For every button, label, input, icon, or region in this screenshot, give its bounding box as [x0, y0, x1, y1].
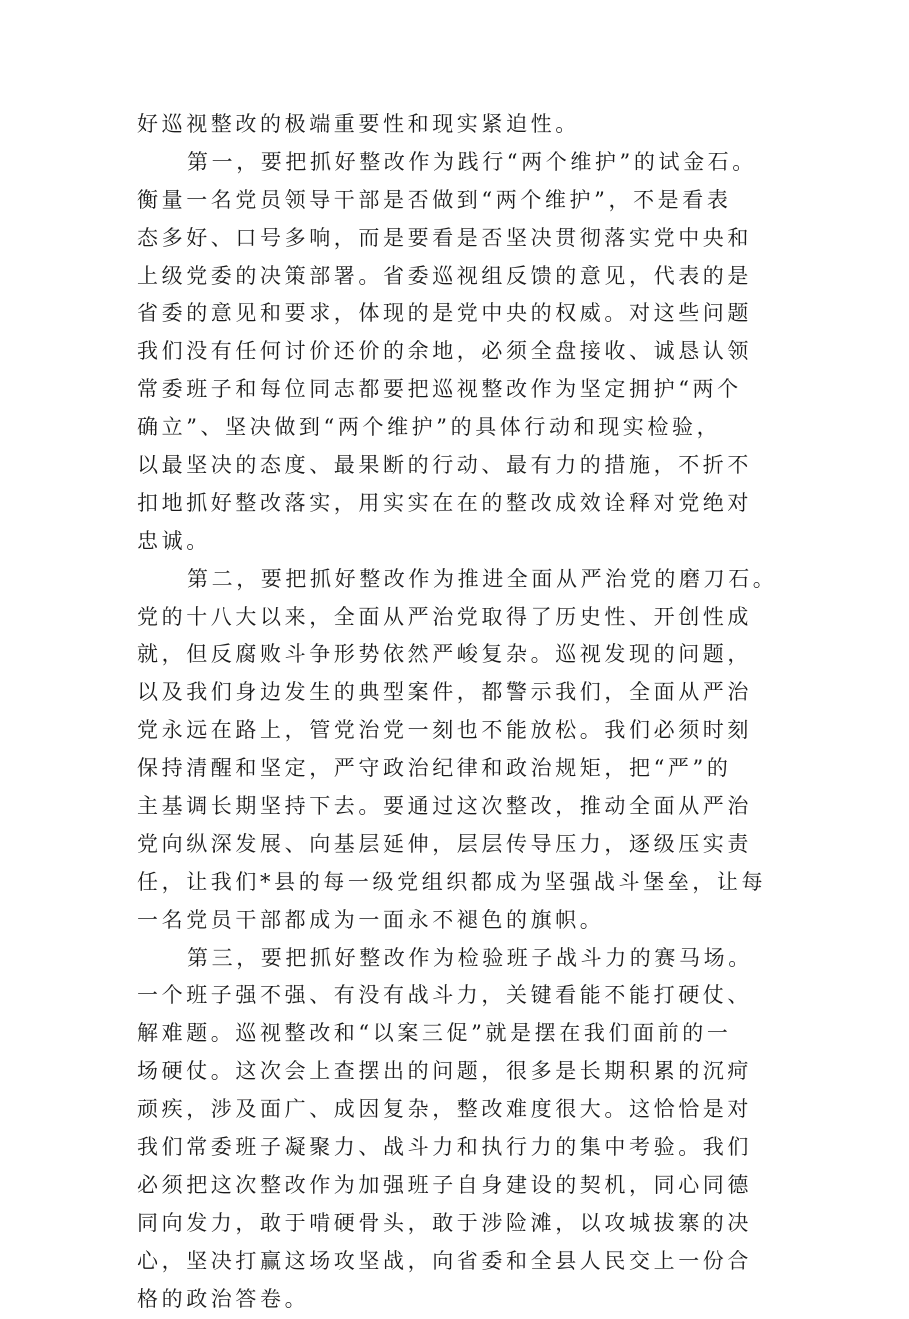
paragraph-first-line: 第三，要把抓好整改作为检验班子战斗力的赛马场。 — [187, 945, 753, 970]
text-line: 党向纵深发展、向基层延伸，层层传导压力，逐级压实责 — [137, 831, 752, 856]
paragraph-first-line: 第一，要把抓好整改作为践行“两个维护”的试金石。 — [187, 149, 757, 174]
text-line: 常委班子和每位同志都要把巡视整改作为坚定拥护“两个 — [137, 377, 742, 402]
text-line: 主基调长期坚持下去。要通过这次整改，推动全面从严治 — [137, 794, 752, 819]
text-line: 确立”、坚决做到“两个维护”的具体行动和现实检验， — [137, 415, 722, 440]
text-line: 保持清醒和坚定，严守政治纪律和政治规矩，把“严”的 — [137, 756, 732, 781]
text-line: 以及我们身边发生的典型案件，都警示我们，全面从严治 — [137, 680, 752, 705]
text-line: 好巡视整改的极端重要性和现实紧迫性。 — [137, 112, 580, 136]
text-line: 一名党员干部都成为一面永不褪色的旗帜。 — [137, 907, 605, 932]
text-line: 省委的意见和要求，体现的是党中央的权威。对这些问题 — [137, 301, 752, 326]
text-line: 上级党委的决策部署。省委巡视组反馈的意见，代表的是 — [137, 263, 752, 288]
text-line: 格的政治答卷。 — [137, 1286, 310, 1311]
text-line: 同向发力，敢于啃硬骨头，敢于涉险滩，以攻城拔寨的决 — [137, 1210, 752, 1235]
text-line: 一个班子强不强、有没有战斗力，关键看能不能打硬仗、 — [137, 983, 752, 1008]
text-line: 党的十八大以来，全面从严治党取得了历史性、开创性成 — [137, 604, 752, 629]
text-line: 任，让我们*县的每一级党组织都成为坚强战斗堡垒，让每 — [137, 869, 767, 894]
text-line: 心，坚决打赢这场攻坚战，向省委和全县人民交上一份合 — [137, 1248, 752, 1273]
paragraph-first-line: 第二，要把抓好整改作为推进全面从严治党的磨刀石。 — [187, 566, 778, 591]
text-line: 党永远在路上，管党治党一刻也不能放松。我们必须时刻 — [137, 718, 752, 743]
text-line: 就，但反腐败斗争形势依然严峻复杂。巡视发现的问题， — [137, 642, 752, 667]
text-line: 场硬仗。这次会上查摆出的问题，很多是长期积累的沉疴 — [137, 1059, 752, 1084]
text-line: 态多好、口号多响，而是要看是否坚决贯彻落实党中央和 — [137, 225, 752, 250]
text-line: 衡量一名党员领导干部是否做到“两个维护”，不是看表 — [137, 187, 732, 212]
body-text — [137, 106, 787, 1319]
text-line: 顽疾，涉及面广、成因复杂，整改难度很大。这恰恰是对 — [137, 1097, 752, 1122]
text-line: 忠诚。 — [137, 528, 211, 553]
text-line: 我们常委班子凝聚力、战斗力和执行力的集中考验。我们 — [137, 1135, 752, 1160]
text-line: 扣地抓好整改落实，用实实在在的整改成效诠释对党绝对 — [137, 490, 752, 515]
text-line: 我们没有任何讨价还价的余地，必须全盘接收、诚恳认领 — [137, 339, 752, 364]
text-line: 必须把这次整改作为加强班子自身建设的契机，同心同德 — [137, 1172, 752, 1197]
text-line: 以最坚决的态度、最果断的行动、最有力的措施，不折不 — [137, 453, 752, 478]
text-line: 解难题。巡视整改和“以案三促”就是摆在我们面前的一 — [137, 1021, 732, 1046]
